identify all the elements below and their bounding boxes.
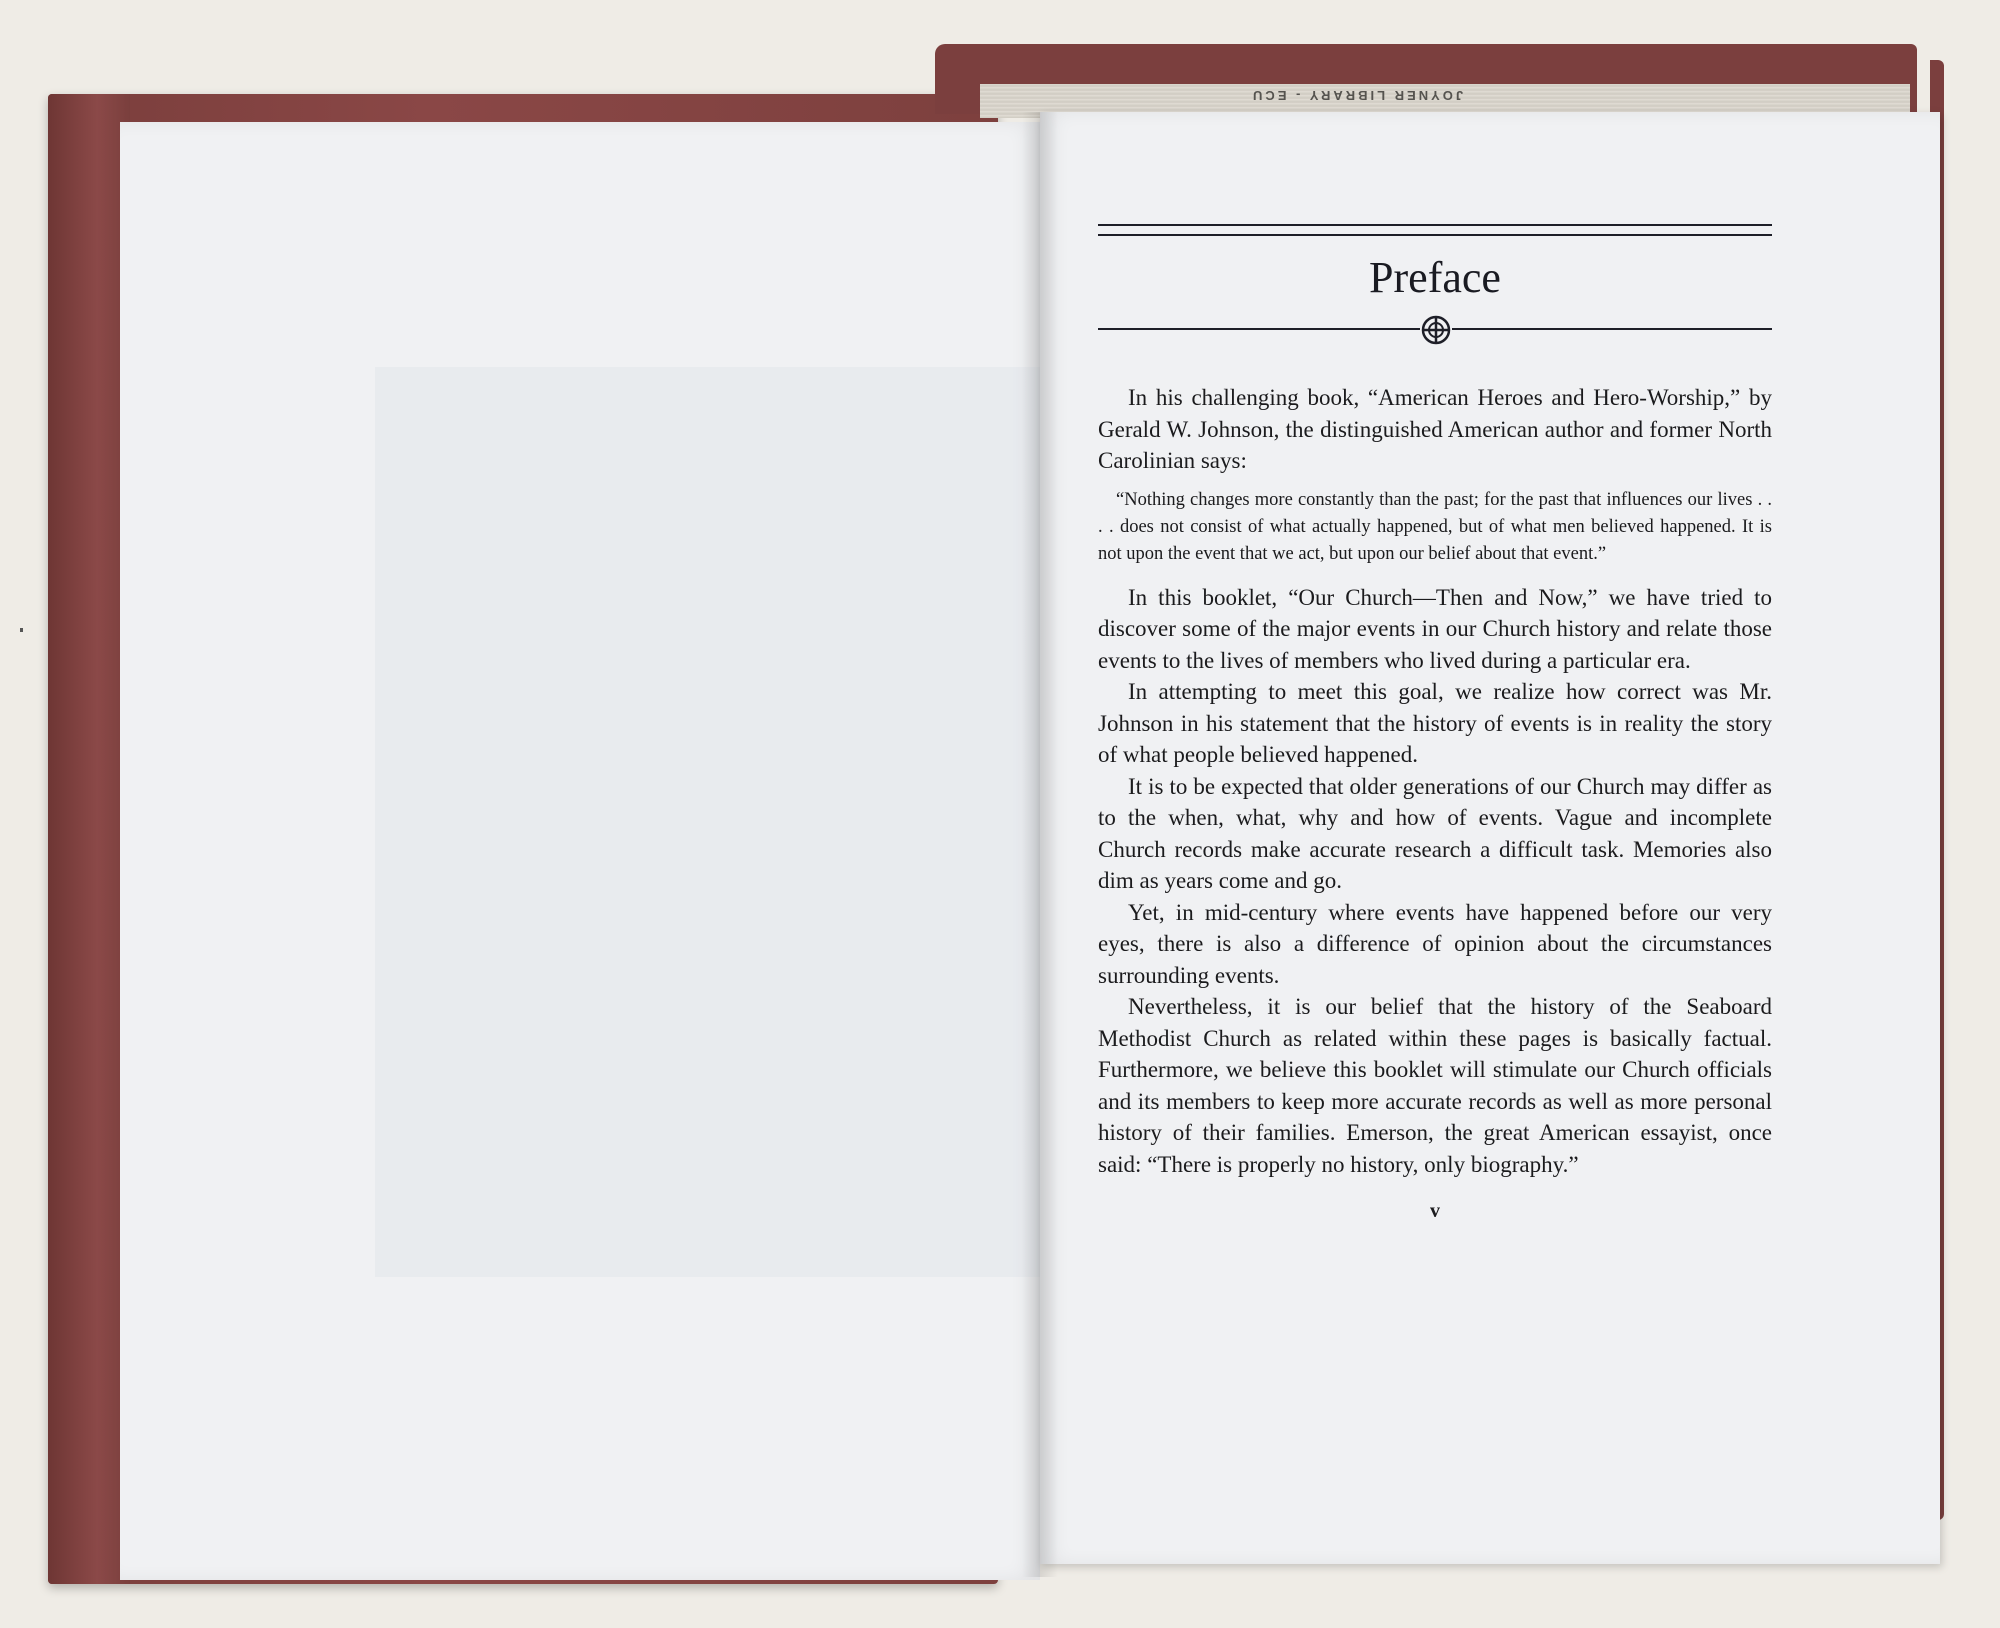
dust-speck (20, 628, 23, 632)
paragraph-5: Yet, in mid-century where events have happened before our very eyes, there is also a difference of opinion about the circumstances surrounding events. (1098, 899, 1772, 988)
ornament-rule (1098, 316, 1772, 342)
paragraph-2: In this booklet, “Our Church—Then and Now,” we have tried to discover some of the major events in our Church history and relate those events to the lives of members who lived during a particular era. (1098, 584, 1772, 673)
block-quote: “Nothing changes more constantly than the past; for the past that influences our lives . . . . does not consist of what actually happened, but of what men believed happened. It is not upon the event that we act, but upon our belief about that event.” (1098, 489, 1772, 564)
paragraph-3: In attempting to meet this goal, we realize how correct was Mr. Johnson in his statement that the history of events is in reality the story of what people believed happened. (1098, 679, 1772, 768)
paragraph-6: Nevertheless, it is our belief that the history of the Seaboard Methodist Church as related within these pages is basically factual. Furthermore, we believe this booklet will stimulate our Church officials and its members to keep more accurate records as well as more personal history of their families. Emerson, the great American essayist, once said: “There is properly no history, only biography.” (1098, 994, 1772, 1177)
left-page (120, 122, 1040, 1580)
paragraph-1: In his challenging book, “American Heroes and Hero-Worship,” by Gerald W. Johnson, the distinguished American author and former North Carolinian says: (1098, 385, 1772, 474)
cross-ornament-icon (1420, 314, 1452, 346)
page-gutter (1022, 112, 1058, 1577)
preface-text-block (1098, 224, 1772, 1223)
top-rule-2 (1098, 234, 1772, 236)
library-stamp: JOYNER LIBRARY - ECU (1250, 88, 1464, 103)
top-rule-1 (1098, 224, 1772, 226)
paragraph-4: It is to be expected that older generations of our Church may differ as to the when, what, why and how of events. Vague and incomplete Church records make accurate research a difficult task. Memories also dim as years come and go. (1098, 773, 1772, 894)
show-through-area (375, 367, 1095, 1277)
page-number: v (1430, 1200, 1440, 1223)
page-title: Preface (1369, 253, 1501, 302)
left-cover-edge (48, 94, 130, 1584)
